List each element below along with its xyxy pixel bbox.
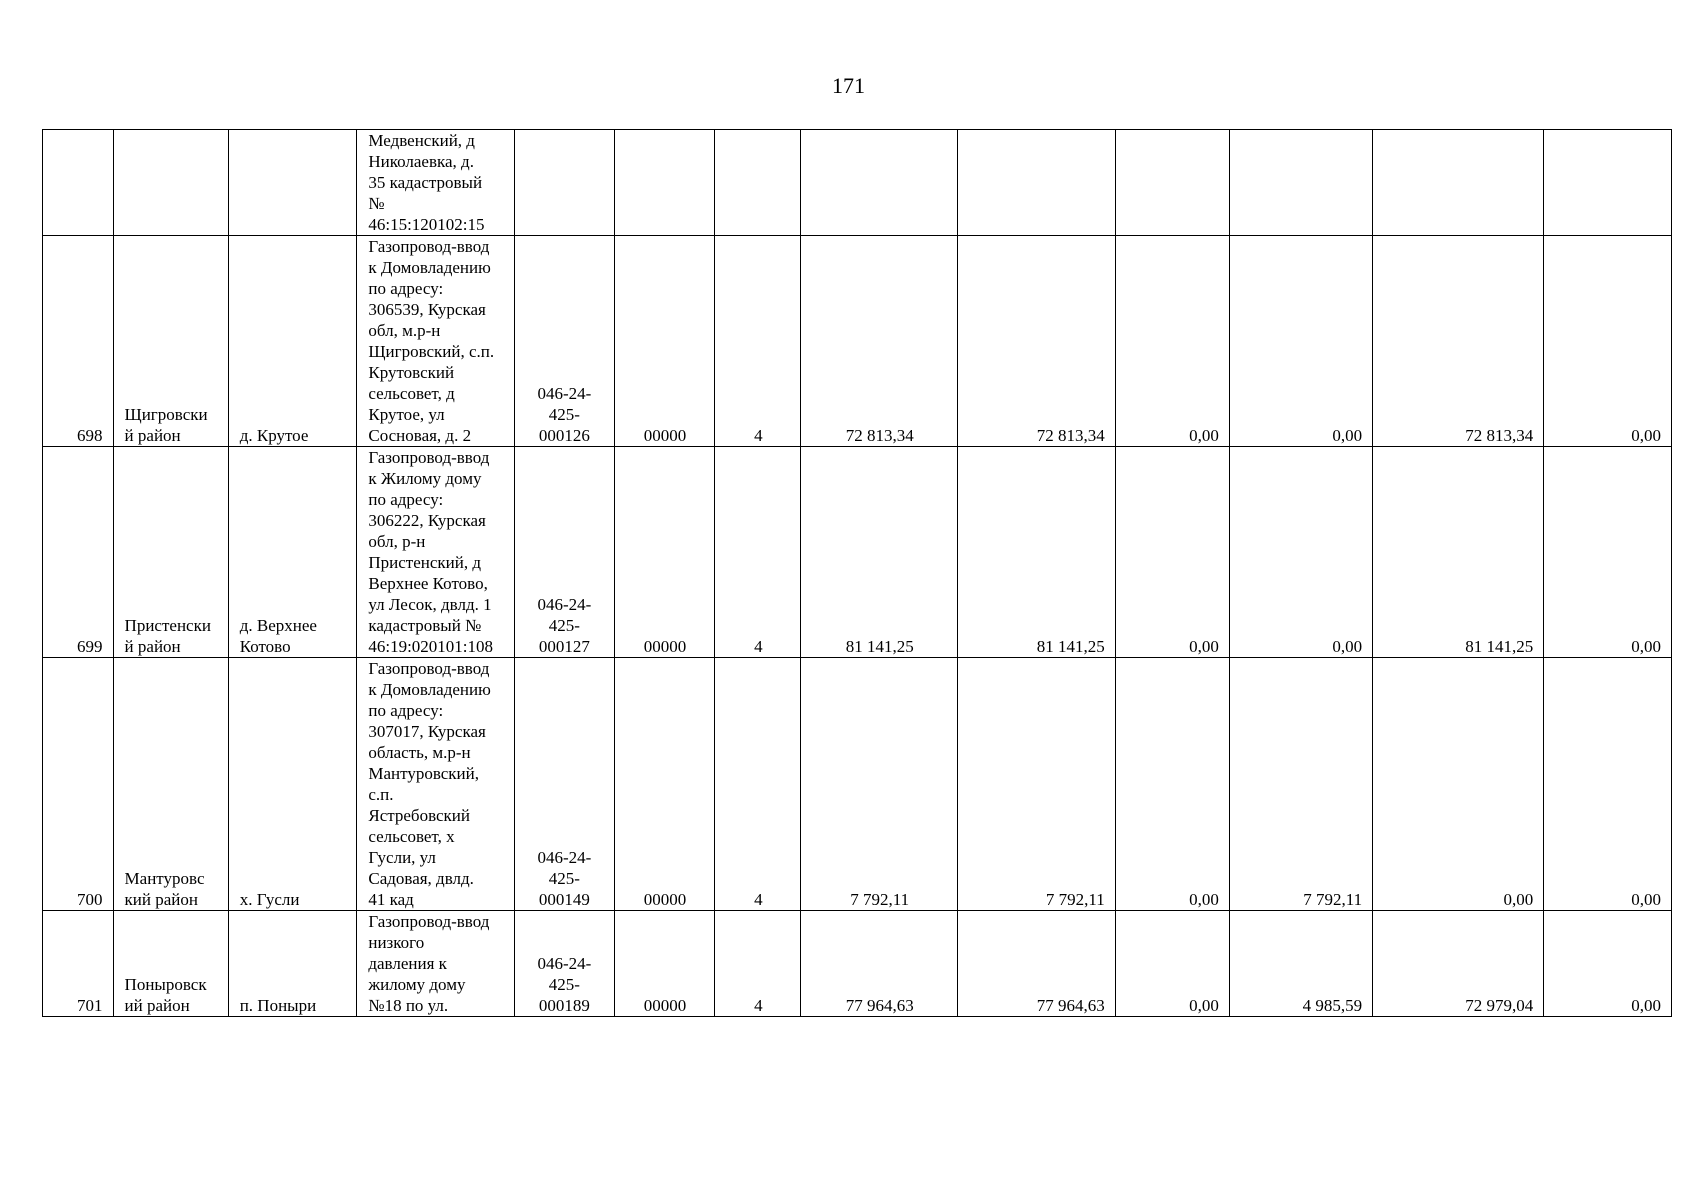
cell-quantity: 4 (715, 447, 801, 658)
cell-value-5: 72 979,04 (1373, 911, 1544, 1017)
cell-value-5: 72 813,34 (1373, 236, 1544, 447)
cell-settlement: д. Крутое (228, 236, 357, 447)
cell-district (113, 130, 228, 236)
cell-description: Газопровод-ввод низкого давления к жилому дому №18 по ул. (357, 911, 515, 1017)
cell-district: Пристенски й район (113, 447, 228, 658)
cell-value-1: 77 964,63 (801, 911, 958, 1017)
cell-value-4: 4 985,59 (1229, 911, 1372, 1017)
table-row (43, 130, 1672, 236)
cell-value-6: 0,00 (1544, 911, 1672, 1017)
table-row (43, 658, 1672, 911)
cell-description: Медвенский, д Николаевка, д. 35 кадастровый № 46:15:120102:15 (357, 130, 515, 236)
cell-value-2 (958, 130, 1116, 236)
cell-value-2: 72 813,34 (958, 236, 1116, 447)
cell-inventory-number: 046-24- 425- 000189 (515, 911, 615, 1017)
cell-value-3: 0,00 (1115, 447, 1229, 658)
cell-value-6: 0,00 (1544, 447, 1672, 658)
cell-number: 701 (43, 911, 114, 1017)
cell-number (43, 130, 114, 236)
cell-value-1 (801, 130, 958, 236)
cell-value-6: 0,00 (1544, 658, 1672, 911)
cell-code: 00000 (614, 236, 715, 447)
cell-value-4 (1229, 130, 1372, 236)
cell-value-3: 0,00 (1115, 911, 1229, 1017)
cell-value-1: 7 792,11 (801, 658, 958, 911)
cell-value-5 (1373, 130, 1544, 236)
cell-code (614, 130, 715, 236)
cell-inventory-number (515, 130, 615, 236)
cell-value-5: 81 141,25 (1373, 447, 1544, 658)
cell-value-3: 0,00 (1115, 658, 1229, 911)
cell-description: Газопровод-ввод к Жилому дому по адресу: 306222, Курская обл, р-н Пристенский, д Верхнее Котово, ул Лесок, двлд. 1 кадастровый № 46:19:020101:108 (357, 447, 515, 658)
cell-settlement: п. Поныри (228, 911, 357, 1017)
cell-code: 00000 (614, 658, 715, 911)
cell-settlement: х. Гусли (228, 658, 357, 911)
cell-value-6: 0,00 (1544, 236, 1672, 447)
cell-code: 00000 (614, 911, 715, 1017)
cell-inventory-number: 046-24- 425- 000126 (515, 236, 615, 447)
cell-value-2: 77 964,63 (958, 911, 1116, 1017)
cell-value-1: 81 141,25 (801, 447, 958, 658)
cell-district: Щигровски й район (113, 236, 228, 447)
cell-value-3: 0,00 (1115, 236, 1229, 447)
cell-settlement: д. Верхнее Котово (228, 447, 357, 658)
registry-table (42, 129, 1672, 1017)
cell-district: Поныровск ий район (113, 911, 228, 1017)
cell-value-5: 0,00 (1373, 658, 1544, 911)
cell-quantity: 4 (715, 658, 801, 911)
cell-value-6 (1544, 130, 1672, 236)
page-number: 171 (832, 73, 865, 98)
cell-number: 698 (43, 236, 114, 447)
table-row (43, 911, 1672, 1017)
cell-quantity: 4 (715, 911, 801, 1017)
cell-value-4: 7 792,11 (1229, 658, 1372, 911)
cell-value-4: 0,00 (1229, 236, 1372, 447)
cell-inventory-number: 046-24- 425- 000149 (515, 658, 615, 911)
cell-number: 699 (43, 447, 114, 658)
cell-inventory-number: 046-24- 425- 000127 (515, 447, 615, 658)
cell-quantity (715, 130, 801, 236)
cell-description: Газопровод-ввод к Домовладению по адресу: 307017, Курская область, м.р-н Мантуровский, с.п. Ястребовский сельсовет, х Гусли, ул Садовая, двлд. 41 кад (357, 658, 515, 911)
cell-value-1: 72 813,34 (801, 236, 958, 447)
cell-value-2: 7 792,11 (958, 658, 1116, 911)
table-row (43, 236, 1672, 447)
cell-code: 00000 (614, 447, 715, 658)
cell-value-3 (1115, 130, 1229, 236)
cell-description: Газопровод-ввод к Домовладению по адресу: 306539, Курская обл, м.р-н Щигровский, с.п. Крутовский сельсовет, д Крутое, ул Сосновая, д. 2 (357, 236, 515, 447)
cell-value-2: 81 141,25 (958, 447, 1116, 658)
cell-value-4: 0,00 (1229, 447, 1372, 658)
cell-district: Мантуровс кий район (113, 658, 228, 911)
cell-quantity: 4 (715, 236, 801, 447)
table-row (43, 447, 1672, 658)
cell-settlement (228, 130, 357, 236)
cell-number: 700 (43, 658, 114, 911)
